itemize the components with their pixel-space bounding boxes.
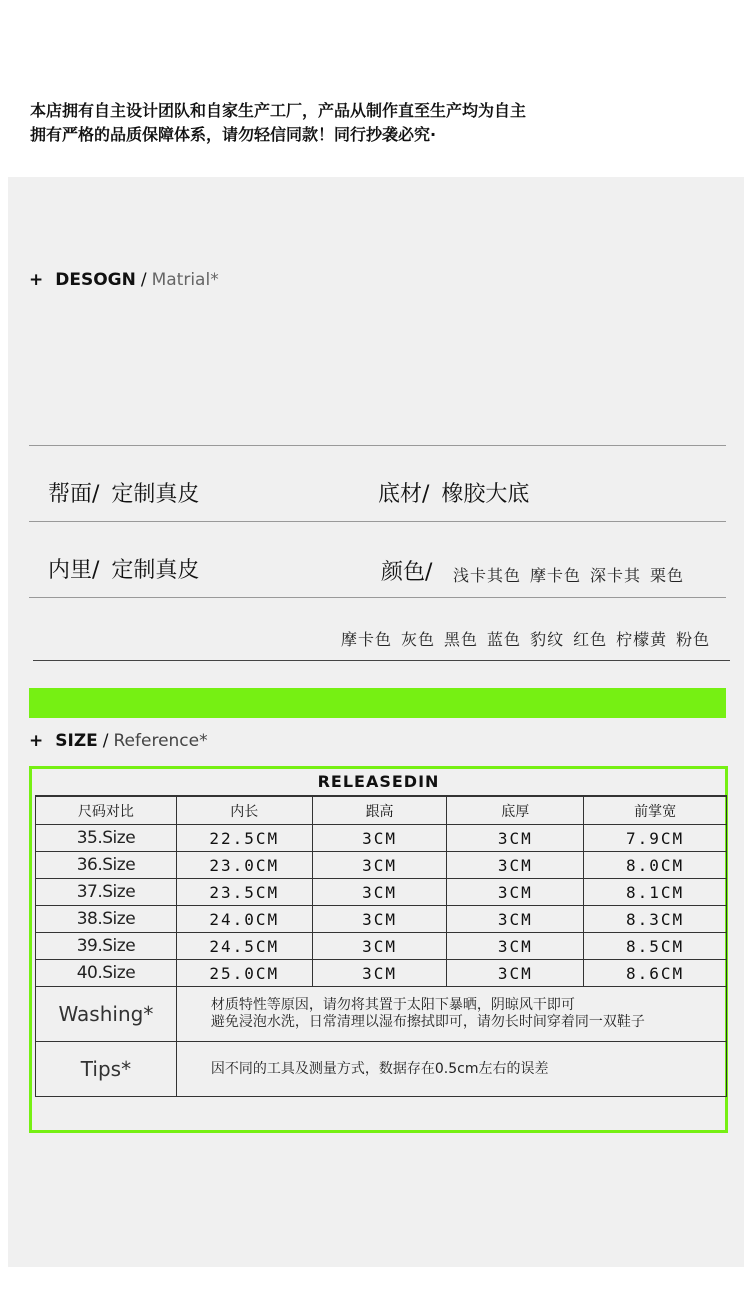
inner-length-cell: 25.0CM (176, 960, 312, 987)
heel-height-cell: 3CM (312, 906, 447, 933)
washing-row (36, 987, 727, 1042)
inner-length-cell: 23.0CM (176, 852, 312, 879)
plus-icon: + (29, 731, 44, 751)
forefoot-width-cell: 8.1CM (584, 879, 727, 906)
forefoot-width-cell: 8.6CM (584, 960, 727, 987)
color-option: 灰色 (401, 630, 436, 649)
forefoot-width-cell: 8.3CM (584, 906, 727, 933)
size-heading-sub: Reference* (113, 731, 208, 751)
washing-line-1: 材质特性等原因，请勿将其置于太阳下暴晒，阴晾风干即可 (210, 997, 575, 1013)
color-options-row-2 (341, 627, 710, 650)
size-heading-main: SIZE (55, 731, 98, 751)
upper-label: 帮面/ (48, 482, 100, 507)
sole-thickness-cell: 3CM (447, 933, 584, 960)
lining-material (48, 553, 199, 584)
sole-label: 底材/ (378, 482, 430, 507)
color-option: 摩卡色 (530, 566, 582, 585)
heading-slash: / (102, 731, 109, 751)
column-header: 底厚 (447, 796, 584, 825)
color-option: 豹纹 (530, 630, 565, 649)
column-header: 内长 (176, 796, 312, 825)
inner-length-cell: 24.0CM (176, 906, 312, 933)
size-cell: 39.Size (36, 933, 177, 960)
table-row (36, 852, 727, 879)
size-table (35, 795, 727, 1121)
table-row (36, 879, 727, 906)
size-cell: 40.Size (36, 960, 177, 987)
washing-line-2: 避免浸泡水洗，日常清理以湿布擦拭即可，请勿长时间穿着同一双鞋子 (210, 1014, 645, 1030)
heel-height-cell: 3CM (312, 852, 447, 879)
heel-height-cell: 3CM (312, 960, 447, 987)
design-heading-main: DESOGN (55, 270, 136, 290)
size-section-heading (29, 731, 208, 751)
washing-text (176, 987, 726, 1042)
color-option: 栗色 (650, 566, 685, 585)
washing-label: Washing* (36, 987, 177, 1042)
size-chart-frame (29, 766, 728, 1133)
color-label: 颜色/ (381, 560, 433, 585)
table-row (36, 960, 727, 987)
table-row (36, 906, 727, 933)
size-cell: 36.Size (36, 852, 177, 879)
column-header: 尺码对比 (36, 796, 177, 825)
design-section-heading (29, 270, 219, 290)
upper-material (48, 477, 199, 508)
color-option: 黑色 (444, 630, 479, 649)
column-header: 跟高 (312, 796, 447, 825)
inner-length-cell: 22.5CM (176, 825, 312, 852)
color-label-row (381, 555, 432, 586)
color-option: 摩卡色 (341, 630, 393, 649)
table-row (36, 825, 727, 852)
sole-thickness-cell: 3CM (447, 906, 584, 933)
intro-text (30, 99, 670, 147)
size-chart-title: RELEASEDIN (317, 772, 440, 791)
tips-row (36, 1042, 727, 1097)
sole-thickness-cell: 3CM (447, 960, 584, 987)
color-option: 蓝色 (487, 630, 522, 649)
size-cell: 35.Size (36, 825, 177, 852)
color-option: 深卡其 (590, 566, 642, 585)
forefoot-width-cell: 8.5CM (584, 933, 727, 960)
empty-row (36, 1097, 727, 1122)
divider (33, 660, 730, 661)
color-option: 浅卡其色 (453, 566, 522, 585)
color-option: 柠檬黄 (616, 630, 668, 649)
column-header: 前掌宽 (584, 796, 727, 825)
tips-label: Tips* (36, 1042, 177, 1097)
heel-height-cell: 3CM (312, 825, 447, 852)
plus-icon: + (29, 270, 44, 290)
inner-length-cell: 23.5CM (176, 879, 312, 906)
lining-label: 内里/ (48, 558, 100, 583)
forefoot-width-cell: 7.9CM (584, 825, 727, 852)
forefoot-width-cell: 8.0CM (584, 852, 727, 879)
heel-height-cell: 3CM (312, 933, 447, 960)
table-row (36, 933, 727, 960)
sole-value: 橡胶大底 (441, 482, 530, 507)
design-heading-sub: Matrial* (151, 270, 219, 290)
color-option: 红色 (573, 630, 608, 649)
sole-thickness-cell: 3CM (447, 852, 584, 879)
color-option: 粉色 (676, 630, 711, 649)
sole-material (378, 477, 529, 508)
divider (29, 445, 726, 446)
divider (29, 597, 726, 598)
size-cell: 37.Size (36, 879, 177, 906)
tips-text: 因不同的工具及测量方式，数据存在0.5cm左右的误差 (176, 1042, 726, 1097)
empty-cell (36, 1097, 727, 1122)
table-header-row (36, 796, 727, 825)
upper-value: 定制真皮 (111, 482, 200, 507)
sole-thickness-cell: 3CM (447, 879, 584, 906)
sole-thickness-cell: 3CM (447, 825, 584, 852)
intro-line-1: 本店拥有自主设计团队和自家生产工厂，产品从制作直至生产均为自主 (30, 101, 527, 120)
divider (29, 521, 726, 522)
intro-line-2: 拥有严格的品质保障体系，请勿轻信同款！同行抄袭必究· (30, 125, 437, 144)
color-options-row-1 (453, 563, 693, 586)
size-cell: 38.Size (36, 906, 177, 933)
accent-bar (29, 688, 726, 718)
heel-height-cell: 3CM (312, 879, 447, 906)
inner-length-cell: 24.5CM (176, 933, 312, 960)
lining-value: 定制真皮 (111, 558, 200, 583)
heading-slash: / (140, 270, 147, 290)
